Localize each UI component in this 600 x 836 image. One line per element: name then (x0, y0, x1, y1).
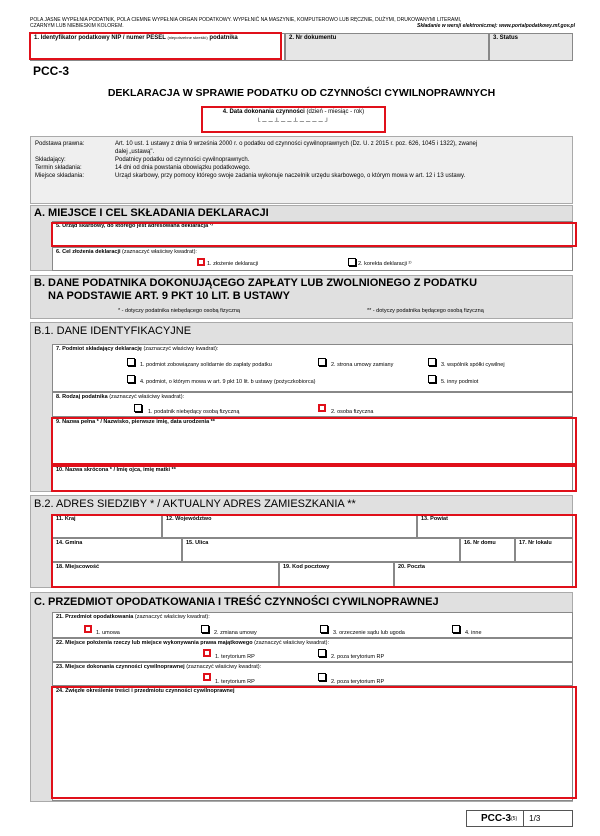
checkbox-23-opt1[interactable] (203, 673, 211, 681)
section-a-title: A. MIEJSCE I CEL SKŁADANIA DEKLARACJI (34, 207, 269, 219)
checkbox-21-opt3[interactable] (320, 625, 328, 633)
section-b1-title: B.1. DANE IDENTYFIKACYJNE (34, 325, 192, 337)
checkbox-23-opt2[interactable] (318, 673, 326, 681)
field-17-apartment-number[interactable]: 17. Nr lokalu (515, 538, 573, 562)
field-8-taxpayer-type: 8. Rodzaj podatnika (zaznaczyć właściwy kwadrat): (52, 392, 573, 417)
highlight-field-24 (51, 686, 577, 799)
legal-basis: Podstawa prawna: Art. 10 ust. 1 ustawy z dnia 9 września 2000 r. o podatku od czynności cywilnoprawnych (Dz. U. z 2015 r. poz. 626, 1045 i 1322), zwanej dalej „ustawą". Składający: Podatnicy podatku od czynności cywilnoprawnych. Termin składania: 14 dni od dnia powstania obowiązku podatkowego. Miejsce składania: Urząd skarbowy, przy pomocy którego swoje zadania wykonuje naczelnik urzędu skarbowego, o którym mowa w art. 12 i 13 ustawy. (30, 136, 573, 204)
section-b2-title: B.2. ADRES SIEDZIBY * / AKTUALNY ADRES ZAMIESZKANIA ** (34, 498, 356, 510)
page-number: 1/3 (529, 814, 541, 823)
field-23-place: 23. Miejsce dokonania czynności cywilnoprawnej (zaznaczyć właściwy kwadrat): (52, 662, 573, 686)
field-16-house-number[interactable]: 16. Nr domu (460, 538, 515, 562)
checkbox-21-opt2[interactable] (201, 625, 209, 633)
field-11-country[interactable]: 11. Kraj (52, 514, 162, 538)
checkbox-7-opt5[interactable] (428, 375, 436, 383)
highlight-field-5 (51, 222, 577, 247)
checkbox-7-opt1[interactable] (127, 358, 135, 366)
field-9-full-name[interactable]: 9. Nazwa pełna * / Nazwisko, pierwsze imię, data urodzenia ** (52, 417, 573, 465)
checkbox-7-opt4[interactable] (127, 375, 135, 383)
field-21-subject: 21. Przedmiot opodatkowania (zaznaczyć właściwy kwadrat): (52, 612, 573, 638)
field-4-date[interactable]: 4. Data dokonania czynności (dzień - miesiąc - rok) └──┴──┴────┘ (202, 107, 385, 133)
field-14-commune[interactable]: 14. Gmina (52, 538, 182, 562)
field-1-identifier[interactable]: 1. Identyfikator podatkowy NIP / numer PESEL (niepotrzebne skreślić) podatnika (30, 33, 285, 61)
highlight-field-9 (51, 417, 577, 465)
field-19-postal-code[interactable]: 19. Kod pocztowy (279, 562, 394, 588)
checkbox-22-opt2[interactable] (318, 649, 326, 657)
checkbox-8-opt1[interactable] (134, 404, 142, 412)
field-7-subject: 7. Podmiot składający deklarację (zaznaczyć właściwy kwadrat): (52, 344, 573, 392)
field-2-doc-number: 2. Nr dokumentu (285, 33, 489, 61)
note-legal-person: * - dotyczy podatnika niebędącego osobą fizyczną (118, 308, 240, 314)
checkbox-6-correction[interactable] (348, 258, 356, 266)
footer-form-id: PCC-3 (5) 1/3 (466, 810, 573, 827)
label-6-opt2: 2. korekta deklaracji ²⁾ (358, 261, 412, 267)
field-5-tax-office[interactable]: 5. Urząd skarbowy, do którego jest adresowana deklaracja ¹⁾ (52, 221, 573, 247)
field-20-post-office[interactable]: 20. Poczta (394, 562, 573, 588)
highlight-address (51, 514, 577, 588)
checkbox-7-opt3[interactable] (428, 358, 436, 366)
label-6-opt1: 1. złożenie deklaracji (207, 261, 259, 267)
checkbox-22-opt1[interactable] (203, 649, 211, 657)
instructions: POLA JASNE WYPEŁNIA PODATNIK, POLA CIEMNE WYPEŁNIA ORGAN PODATKOWY. WYPEŁNIĆ NA MASZYNIE, KOMPUTEROWO LUB RĘCZNIE, DUŻYMI, DRUKOWANYMI LITERAMI, CZARNYM LUB NIEBIESKIM KOLOREM. Składanie w wersji elektronicznej: www.portalpodatkowy.mf.gov.pl (30, 17, 575, 29)
field-15-street[interactable]: 15. Ulica (182, 538, 460, 562)
field-12-voivodeship[interactable]: 12. Województwo (162, 514, 417, 538)
field-24-description[interactable]: 24. Zwięzłe określenie treści i przedmiotu czynności cywilnoprawnej (52, 686, 573, 801)
highlight-field-4 (201, 106, 386, 133)
note-natural-person: ** - dotyczy podatnika będącego osobą fizyczną (367, 308, 484, 314)
field-6-purpose: 6. Cel złożenia deklaracji (zaznaczyć właściwy kwadrat): (52, 247, 573, 271)
checkbox-6-submission[interactable] (197, 258, 205, 266)
field-13-district[interactable]: 13. Powiat (417, 514, 573, 538)
checkbox-8-opt2[interactable] (318, 404, 326, 412)
section-c-title: C. PRZEDMIOT OPODATKOWANIA I TREŚĆ CZYNNOŚCI CYWILNOPRAWNEJ (34, 596, 439, 608)
section-b-title-2: NA PODSTAWIE ART. 9 PKT 10 LIT. B USTAWY (48, 290, 291, 302)
section-b-title-1: B. DANE PODATNIKA DOKONUJĄCEGO ZAPŁATY LUB ZWOLNIONEGO Z PODATKU (34, 277, 478, 289)
checkbox-21-opt4[interactable] (452, 625, 460, 633)
electronic-note: Składanie w wersji elektronicznej: www.portalpodatkowy.mf.gov.pl (417, 23, 575, 29)
checkbox-21-opt1[interactable] (84, 625, 92, 633)
form-code: PCC-3 (33, 64, 70, 78)
date-boxes: └──┴──┴────┘ (255, 119, 331, 125)
field-22-location: 22. Miejsce położenia rzeczy lub miejsce wykonywania prawa majątkowego (zaznaczyć właściwy kwadrat): (52, 638, 573, 662)
highlight-field-1 (29, 32, 282, 60)
field-18-locality[interactable]: 18. Miejscowość (52, 562, 279, 588)
page-title: DEKLARACJA W SPRAWIE PODATKU OD CZYNNOŚCI CYWILNOPRAWNYCH (107, 87, 496, 99)
field-3-status: 3. Status (489, 33, 573, 61)
checkbox-7-opt2[interactable] (318, 358, 326, 366)
field-10-short-name[interactable]: 10. Nazwa skrócona * / Imię ojca, imię matki ** (52, 465, 573, 492)
highlight-field-10 (51, 465, 577, 492)
